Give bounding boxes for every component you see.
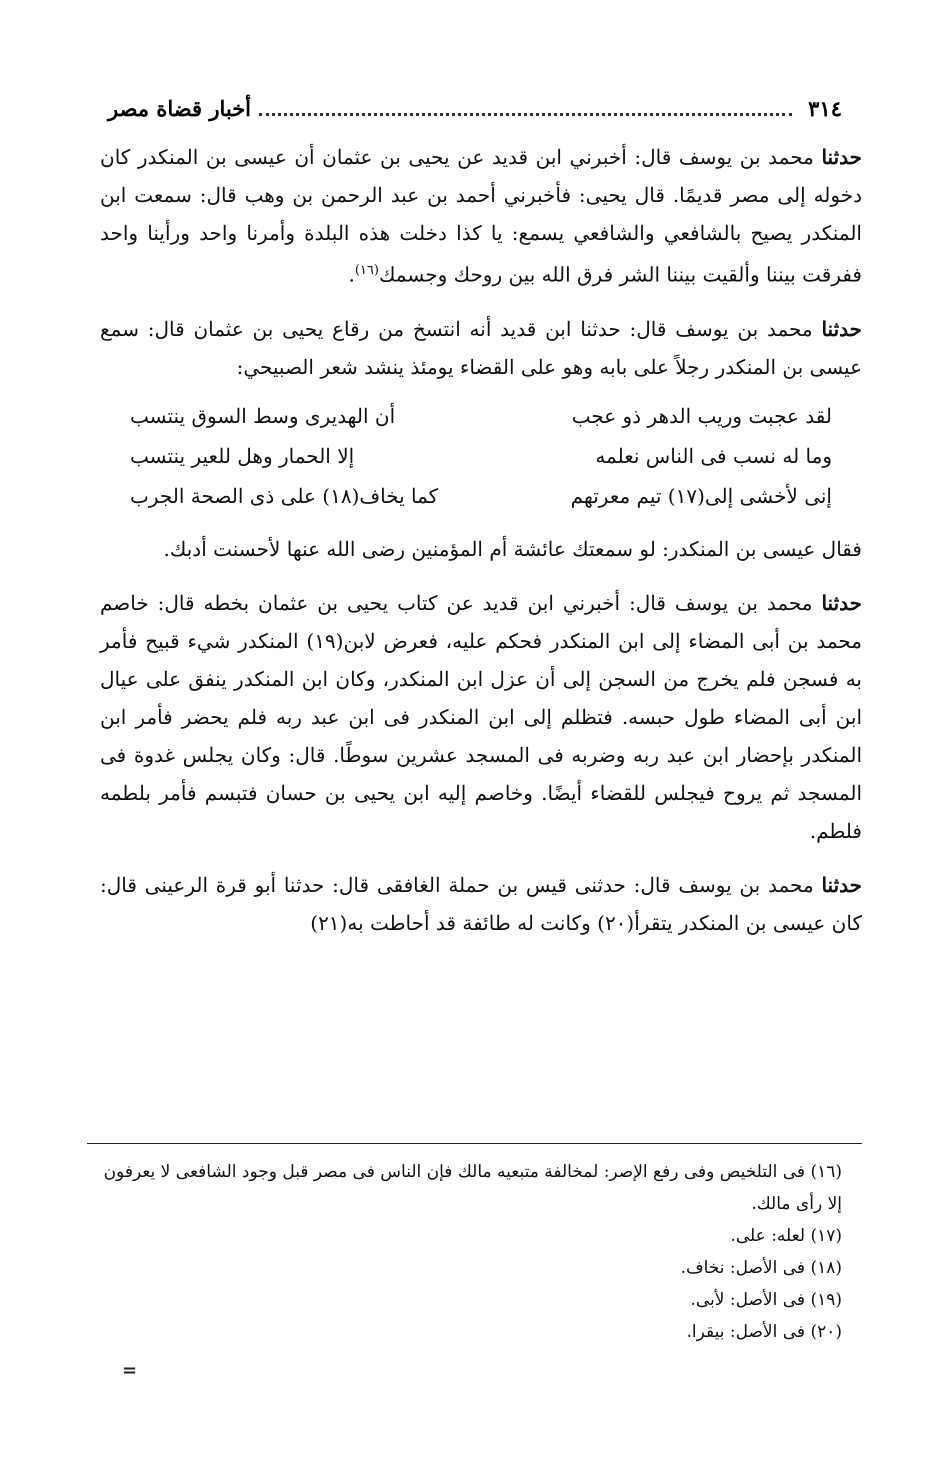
header-leader-dots (259, 113, 792, 116)
paragraph-text: فقال عيسى بن المنكدر: لو سمعتك عائشة أم المؤمنين رضى الله عنها لأحسنت أدبك. (163, 536, 862, 561)
poem-verse (130, 396, 832, 436)
paragraph-text: محمد بن يوسف قال: أخبرني ابن قديد عن كتاب يحيى بن عثمان بخطه قال: خاصم محمد بن أبى المضاء إلى ابن المنكدر فحكم عليه، فعرض لابن(١٩) المنكدر شيء قبيح فأمر به فسجن فلم يخرج من السجن إلى أن عزل ابن المنكدر، وكان ابن المنكدر ينفق على عيال ابن أبى المضاء طول حبسه. فتظلم إلى ابن المنكدر فى ابن عبد ربه فلم يحضر فأمر ابن المنكدر بإحضار ابن عبد ربه وضربه فى المسجد عشرين سوطًا. قال: وكان يجلس غدوة فى المسجد ثم يروح فيجلس للقضاء أيضًا. وخاصم إليه ابن يحيى بن حسان فتبسم فأمر بلطمه فلطم. (100, 590, 862, 843)
paragraph-1: حدثنا محمد بن يوسف قال: أخبرني ابن قديد عن يحيى بن عثمان أن عيسى بن المنكدر كان دخوله إلى مصر قديمًا. قال يحيى: فأخبرني أحمد بن عبد الرحمن بن وهب قال: سمعت ابن المنكدر يصيح بالشافعي والشافعي يسمع: يا كذا دخلت هذه البلدة وأمرنا واحد ورأينا واحد ففرقت بيننا وألقيت بيننا الشر فرق الله بين روحك وجسمك$^{(١٦)}$. (100, 145, 862, 287)
footnote-ref: (١٦) (354, 263, 379, 278)
page-number: ٣١٤ (808, 95, 842, 121)
paragraph-5 (100, 866, 862, 942)
verse-first-hemistich: لقد عجبت وريب الدهر ذو عجب (571, 403, 832, 428)
poem (130, 396, 832, 516)
paragraph-lead: حدثنا (821, 145, 862, 169)
footnote: (١٨) فى الأصل: نخاف. (680, 1258, 842, 1278)
verse-second-hemistich: إلا الحمار وهل للعير ينتسب (130, 443, 355, 468)
main-text (100, 138, 862, 958)
poem-verse (130, 436, 832, 476)
poem-verse (130, 476, 832, 516)
footnote: (١٧) لعله: على. (730, 1226, 842, 1246)
footnote: (٢٠) فى الأصل: بيقرا. (686, 1322, 842, 1342)
footnotes (100, 1156, 842, 1348)
paragraph-lead: حدثنا (821, 872, 862, 897)
paragraph-text: محمد بن يوسف قال: حدثنا ابن قديد أنه انتسخ من رقاع يحيى بن عثمان قال: سمع عيسى بن المنكدر رجلاً على بابه وهو على القضاء يومئذ ينشد شعر الصبيحي: (100, 316, 862, 379)
verse-first-hemistich: وما له نسب فى الناس نعلمه (595, 443, 832, 468)
book-title: أخبار قضاة مصر (108, 95, 252, 121)
footnote: (١٦) فى التلخيص وفى رفع الإصر: لمخالفة متبعيه مالك فإن الناس فى مصر قبل وجود الشافعى لا يعرفون إلا رأى مالك. (103, 1162, 842, 1214)
footnote-separator (87, 1143, 862, 1144)
paragraph-text: محمد بن يوسف قال: أخبرني ابن قديد عن يحيى بن عثمان أن عيسى بن المنكدر كان دخوله إلى مصر قديمًا. قال يحيى: فأخبرني أحمد بن عبد الرحمن بن وهب قال: سمعت ابن المنكدر يصيح بالشافعي والشافعي يسمع: يا كذا دخلت هذه البلدة وأمرنا واحد ورأينا واحد ففرقت بيننا وألقيت بيننا الشر فرق الله بين روحك وجسمك (100, 145, 862, 287)
paragraph-lead: حدثنا (821, 316, 862, 341)
continuation-mark: = (122, 1360, 138, 1381)
verse-second-hemistich: أن الهديرى وسط السوق ينتسب (130, 403, 396, 428)
verse-first-hemistich: إنى لأخشى إلى(١٧) تيم معرتهم (570, 483, 832, 508)
paragraph-lead: حدثنا (821, 590, 862, 615)
footnote: (١٩) فى الأصل: لأبى. (690, 1290, 842, 1310)
verse-second-hemistich: كما يخاف(١٨) على ذى الصحة الجرب (130, 483, 439, 508)
paragraph-3 (100, 530, 862, 568)
paragraph-4 (100, 584, 862, 850)
running-header (108, 88, 842, 128)
paragraph-text: محمد بن يوسف قال: حدثنى قيس بن حملة الغافقى قال: حدثنا أبو قرة الرعينى قال: كان عيسى بن المنكدر يتقرأ(٢٠) وكانت له طائفة قد أحاطت به(٢١) (100, 872, 862, 935)
paragraph-2 (100, 310, 862, 386)
